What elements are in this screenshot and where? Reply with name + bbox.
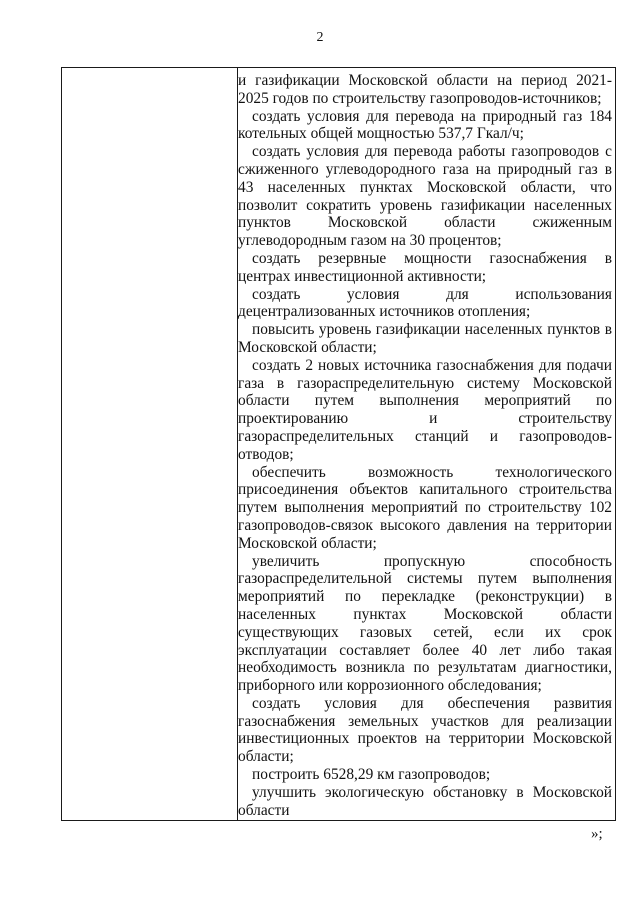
paragraph: повысить уровень газификации населенных пунктов в Московской области;	[238, 321, 612, 356]
table-right-column	[238, 72, 612, 819]
paragraph: создать условия для перевода работы газопроводов с сжиженного углеводородного газа на природный газ в 43 населенных пунктах Московской области, что позволит сократить уровень газификации населенных пунктов Московской области сжиженным углеводородным газом на 30 процентов;	[238, 143, 612, 250]
table-left-column	[62, 68, 238, 820]
paragraph: обеспечить возможность технологического присоединения объектов капитального строительства путем выполнения мероприятий по строительству 102 газопроводов-связок высокого давления на территории Московской области;	[238, 463, 612, 552]
paragraph: увеличить пропускную способность газораспределительной системы путем выполнения мероприятий по перекладке (реконструкции) в населенных пунктах Московской области существующих газовых сетей, если их срок эксплуатации составляет более 40 лет либо такая необходимость возникла по результатам диагностики, приборного или коррозионного обследования;	[238, 552, 612, 695]
paragraph: создать 2 новых источника газоснабжения для подачи газа в газораспределительную систему Московской области путем выполнения мероприятий по проектированию и строительству газораспределительных станций и газопроводов-отводов;	[238, 356, 612, 463]
paragraph: и газификации Московской области на период 2021-2025 годов по строительству газопроводов-источников;	[238, 72, 612, 107]
paragraph: создать резервные мощности газоснабжения в центрах инвестиционной активности;	[238, 249, 612, 285]
paragraph: создать условия для обеспечения развития газоснабжения земельных участков для реализации инвестиционных проектов на территории Московской области;	[238, 694, 612, 766]
document-table	[61, 67, 616, 821]
paragraph: улучшить экологическую обстановку в Московской области	[238, 783, 612, 819]
paragraph: создать условия для использования децентрализованных источников отопления;	[238, 285, 612, 321]
page-number: 2	[316, 30, 324, 45]
paragraph: создать условия для перевода на природный газ 184 котельных общей мощностью 537,7 Гкал/ч;	[238, 107, 612, 143]
closing-quote-mark: »;	[591, 826, 603, 842]
paragraph: построить 6528,29 км газопроводов;	[252, 766, 491, 784]
